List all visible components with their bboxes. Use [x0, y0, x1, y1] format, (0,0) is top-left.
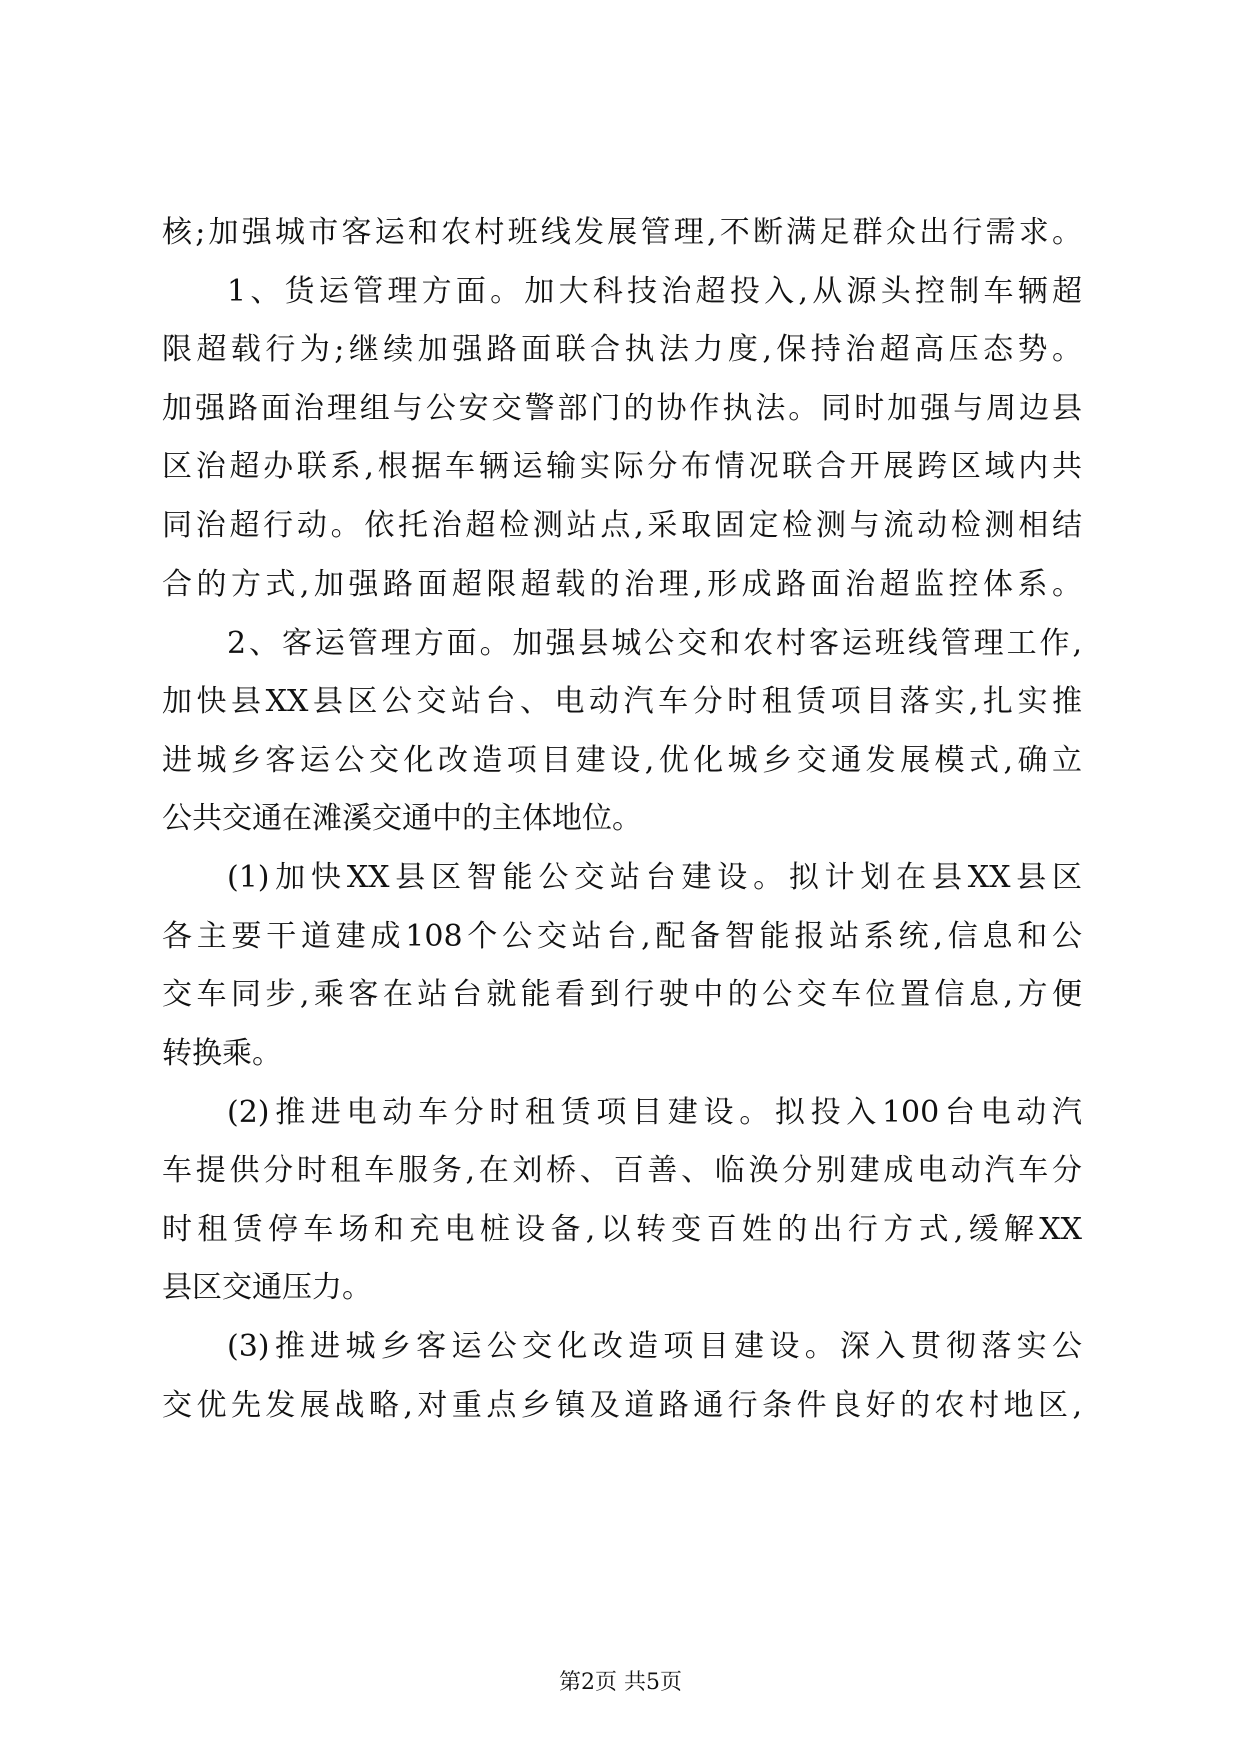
text-line: 车提供分时租车服务,在刘桥、百善、临涣分别建成电动汽车分 [162, 1153, 1082, 1188]
page-number-footer: 第2页 共5页 [559, 1670, 682, 1695]
text-line: 加快县XX县区公交站台、电动汽车分时租赁项目落实,扎实推 [162, 684, 1082, 719]
text-line: (2)推进电动车分时租赁项目建设。拟投入100台电动汽 [227, 1095, 1082, 1130]
text-line: 各主要干道建成108个公交站台,配备智能报站系统,信息和公 [162, 919, 1082, 954]
text-line: 核;加强城市客运和农村班线发展管理,不断满足群众出行需求。 [162, 215, 1082, 250]
text-line: 合的方式,加强路面超限超载的治理,形成路面治超监控体系。 [162, 567, 1082, 602]
text-line: 2、客运管理方面。加强县城公交和农村客运班线管理工作, [227, 626, 1082, 661]
text-line: 加强路面治理组与公安交警部门的协作执法。同时加强与周边县 [162, 391, 1082, 426]
text-line: 区治超办联系,根据车辆运输实际分布情况联合开展跨区域内共 [162, 449, 1082, 484]
text-line: (3)推进城乡客运公交化改造项目建设。深入贯彻落实公 [227, 1329, 1082, 1364]
text-line: 转换乘。 [162, 1036, 282, 1071]
text-line: 公共交通在滩溪交通中的主体地位。 [162, 801, 642, 836]
text-line: (1)加快XX县区智能公交站台建设。拟计划在县XX县区 [227, 860, 1082, 895]
text-line: 限超载行为;继续加强路面联合执法力度,保持治超高压态势。 [162, 332, 1082, 367]
text-line: 交优先发展战略,对重点乡镇及道路通行条件良好的农村地区, [162, 1388, 1082, 1423]
text-line: 1、货运管理方面。加大科技治超投入,从源头控制车辆超 [227, 274, 1082, 309]
text-line: 进城乡客运公交化改造项目建设,优化城乡交通发展模式,确立 [162, 743, 1082, 778]
text-line: 时租赁停车场和充电桩设备,以转变百姓的出行方式,缓解XX [162, 1212, 1082, 1247]
text-line: 县区交通压力。 [162, 1270, 372, 1305]
text-line: 同治超行动。依托治超检测站点,采取固定检测与流动检测相结 [162, 508, 1082, 543]
text-line: 交车同步,乘客在站台就能看到行驶中的公交车位置信息,方便 [162, 977, 1082, 1012]
